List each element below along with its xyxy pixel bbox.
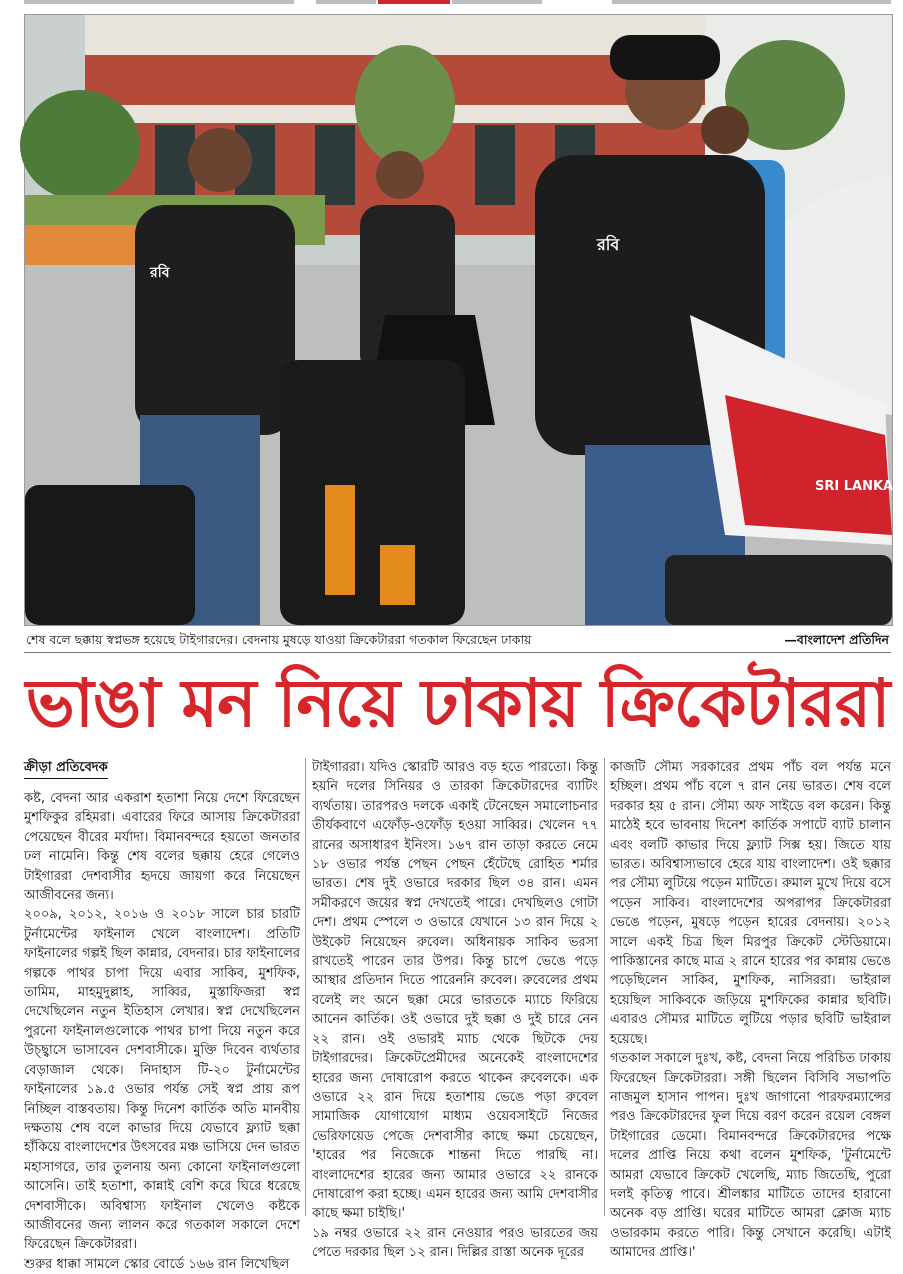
- jersey-logo-right: রবি: [597, 235, 620, 254]
- top-strip: [0, 0, 903, 14]
- caption-text: শেষ বলে ছক্কায় স্বপ্নভঙ্গ হয়েছে টাইগারদের। বেদনায় মুষড়ে যাওয়া ক্রিকেটাররা গতকাল ফিরেছেন ঢাকায়: [26, 632, 532, 647]
- news-photo: [24, 14, 893, 626]
- photo-caption: [24, 630, 891, 650]
- article-column-3: [610, 758, 891, 1261]
- paragraph: গতকাল সকালে দুঃখ, কষ্ট, বেদনা নিয়ে পরিচিত ঢাকায় ফিরেছেন ক্রিকেটাররা। সঙ্গী ছিলেন বিসিবি সভাপতি নাজমুল হাসান পাপন। দুঃখ জাগানো পারফরম্যান্সের পরও ক্রিকেটারদের ফুল দিয়ে বরণ করেন রয়েল বেঙ্গল টাইগারের ডেমো। বিমানবন্দরে ক্রিকেটারদের পক্ষে দলের প্রাপ্তি নিয়ে কথা বলেন মুশফিক, 'টুর্নামেন্টে আমরা যেভাবে ক্রিকেট খেলেছি, ম্যাচ জিতেছি, পুরো দলই কৃতিত্ব পাবে। শ্রীলঙ্কার মাটিতে তাদের হারানো অনেক বড় প্রাপ্তি। ঘরের মাটিতে আমরা ক্লোজ ম্যাচ ওভারকাম করতে পারি। কিন্তু সেখানে করেছি। এটাই আমাদের প্রাপ্তি।': [610, 1051, 891, 1261]
- article-column-1: [24, 758, 300, 1272]
- photo-credit: —বাংলাদেশ প্রতিদিন: [784, 632, 889, 647]
- column-divider: [604, 758, 605, 1216]
- jersey-logo-left: রবি: [150, 265, 170, 281]
- headline: ভাঙা মন নিয়ে ঢাকায় ক্রিকেটাররা: [25, 665, 890, 742]
- paragraph: ২০০৯, ২০১২, ২০১৬ ও ২০১৮ সালে চার চারটি টুর্নামেন্টের ফাইনাল খেলে বাংলাদেশ। প্রতিটি ফাইনালের গল্পই ছিল কান্নার, বেদনার। চার ফাইনালের গল্পকে পাথর চাপা দিয়ে এবার সাকিব, মুশফিক, তামিম, মাহমুদুল্লাহ, সাব্বির, মুস্তাফিজরা স্বপ্ন দেখেছিলেন নতুন ইতিহাস লেখার। স্বপ্ন দেখেছিলেন পুরনো ফাইনালগুলোকে পাথর চাপা দিয়ে নতুন করে উচ্ছ্বাসে ভাসাবেন দেশবাসীকে। মুক্তি দিবেন ব্যর্থতার বেড়াজাল থেকে। নিদাহাস টি-২০ টুর্নামেন্টের ফাইনালের ১৯.৫ ওভার পর্যন্ত সেই স্বপ্ন প্রায় রূপ নিচ্ছিল বাস্তবতায়। কিন্তু দিনেশ কার্তিক অতি মানবীয় দক্ষতায় শেষ বলে কাভার দিয়ে যেভাবে ফ্ল্যাট ছক্কা হাঁকিয়ে বাংলাদেশের উৎসবের মঞ্চ ভাসিয়ে দেন ভারত মহাসাগরে, তার তুলনায় অন্য কোনো ফাইনালগুলো আসেনি। তাই হতাশা, কান্নাই বেশি করে ঘিরে ধরেছে দেশবাসীকে। অবিশ্বাস্য ফাইনাল খেলেও কষ্টকে আজীবনের জন্য লালন করে গতকাল সকালে দেশে ফিরেছেন ক্রিকেটাররা।: [24, 907, 300, 1253]
- bag-text: SRI LANKA: [815, 479, 894, 494]
- paragraph: টাইগাররা। যদিও স্কোরটি আরও বড় হতে পারতো। কিন্তু হয়নি দলের সিনিয়র ও তারকা ক্রিকেটারদের ব্যাটিং ব্যর্থতায়। তারপরও দলকে একাই টেনেছেন সমালোচনার তীর্যকবাণে এফোঁড়-ওফোঁড় হওয়া সাব্বির। খেলেন ৭৭ রানের অসাধারণ ইনিংস। ১৬৭ রান তাড়া করতে নেমে ১৮ ওভার পর্যন্ত পেছন পেছন হেঁটেছে রোহিত শর্মার ভারত। শেষ দুই ওভারে দরকার ছিল ৩৪ রান। এমন সমীকরণে জয়ের স্বপ্ন দেখতেই পারে। দেখছিলও গোটা দেশ। প্রথম স্পেলে ৩ ওভারে যেখানে ১৩ রান দিয়ে ২ উইকেট নিয়েছেন রুবেল। অধিনায়ক সাকিব ভরসা রাখতেই পারেন তার উপর। কিন্তু চাপে ভেঙে পড়ে আস্থার প্রতিদান দিতে পারেননি রুবেল। রুবেলের প্রথম বলেই লং অনে ছক্কা মেরে ভারতকে ম্যাচে ফিরিয়ে আনেন কার্তিক। ওই ওভারে দুই ছক্কা ও দুই চারে নেন ২২ রান। ওই ওভারই ম্যাচ থেকে ছিটকে দেয় টাইগারদের। ক্রিকেটপ্রেমীদের অনেকেই বাংলাদেশের হারের জন্য দোষারোপ করতে থাকেন রুবেলকে। এক ওভারে ২২ রান দিয়ে হতাশায় ভেঙে পড়া রুবেল সামাজিক যোগাযোগ মাধ্যম ওয়েবসাইটে নিজের ভেরিফায়েড পেজে দেশবাসীর কাছে ক্ষমা চেয়েছেন, 'হারের পর নিজেকে শান্তনা দিতে পারছি না। বাংলাদেশের হারের জন্য আমার ওভারে ২২ রানকে দোষারোপ করা হচ্ছে। এমন হারের জন্য আমি দেশবাসীর কাছে ক্ষমা চাইছি।': [312, 760, 598, 1222]
- paragraph: ১৯ নম্বর ওভারে ২২ রান নেওয়ার পরও ভারতের জয় পেতে দরকার ছিল ১২ রান। দিল্লির রাস্তা অনেক দূরের: [312, 1225, 598, 1261]
- paragraph: শুরুর ধাক্কা সামলে স্কোর বোর্ডে ১৬৬ রান লিখেছিল: [24, 1256, 290, 1272]
- paragraph: কাজটি সৌম্য সরকারের প্রথম পাঁচ বল পর্যন্ত মনে হচ্ছিল। প্রথম পাঁচ বলে ৭ রান নেয় ভারত। শেষ বলে দরকার হয় ৫ রান। সৌম্য অফ সাইডে বল করেন। কিন্তু মাঠেই হবে ভাবনায় দিনেশ কার্তিক সপাটে ব্যাট চালান এবং বলটি কাভার দিয়ে ফ্ল্যাট সিক্স হয়। জিতে যায় ভারত। অবিশ্বাস্যভাবে হেরে যায় বাংলাদেশ। ওই ছক্কার পর সৌম্য লুটিয়ে পড়েন মাটিতে। রুমাল মুখে দিয়ে বসে পড়েন সাকিব। বাংলাদেশের অপরাপর ক্রিকেটাররা ভেঙে পড়েন, মুষড়ে পড়েন হারের বেদনায়। ২০১২ সালে একই চিত্র ছিল মিরপুর ক্রিকেট স্টেডিয়ামে। পাকিস্তানের কাছে মাত্র ২ রানে হারের পর কান্নায় ভেঙে পড়েছিলেন সাকিব, মুশফিক, নাসিররা। ভাইরাল হয়েছিল সাকিবকে জড়িয়ে মুশফিকের কান্নার ছবিটি। এবারও সৌম্যর মাটিতে লুটিয়ে পড়ার ছবিটি ভাইরাল হয়েছে।: [610, 760, 891, 1047]
- caption-rule: [24, 652, 891, 653]
- article-column-2: [312, 758, 598, 1261]
- paragraph: কষ্ট, বেদনা আর একরাশ হতাশা নিয়ে দেশে ফিরেছেন মুশফিকুর রহিমরা। এবারের ফিরে আসায় ক্রিকেটাররা পেয়েছেন বীরের মর্যাদা। বিমানবন্দরে হয়তো জনতার ঢল নামেনি। কিন্তু শেষ বলের ছক্কায় হেরে গেলেও টাইগাররা দেশবাসীর হৃদয়ে জায়গা করে নিয়েছেন আজীবনের জন্য।: [24, 791, 300, 904]
- byline: ক্রীড়া প্রতিবেদক: [24, 758, 108, 779]
- column-divider: [305, 758, 306, 1216]
